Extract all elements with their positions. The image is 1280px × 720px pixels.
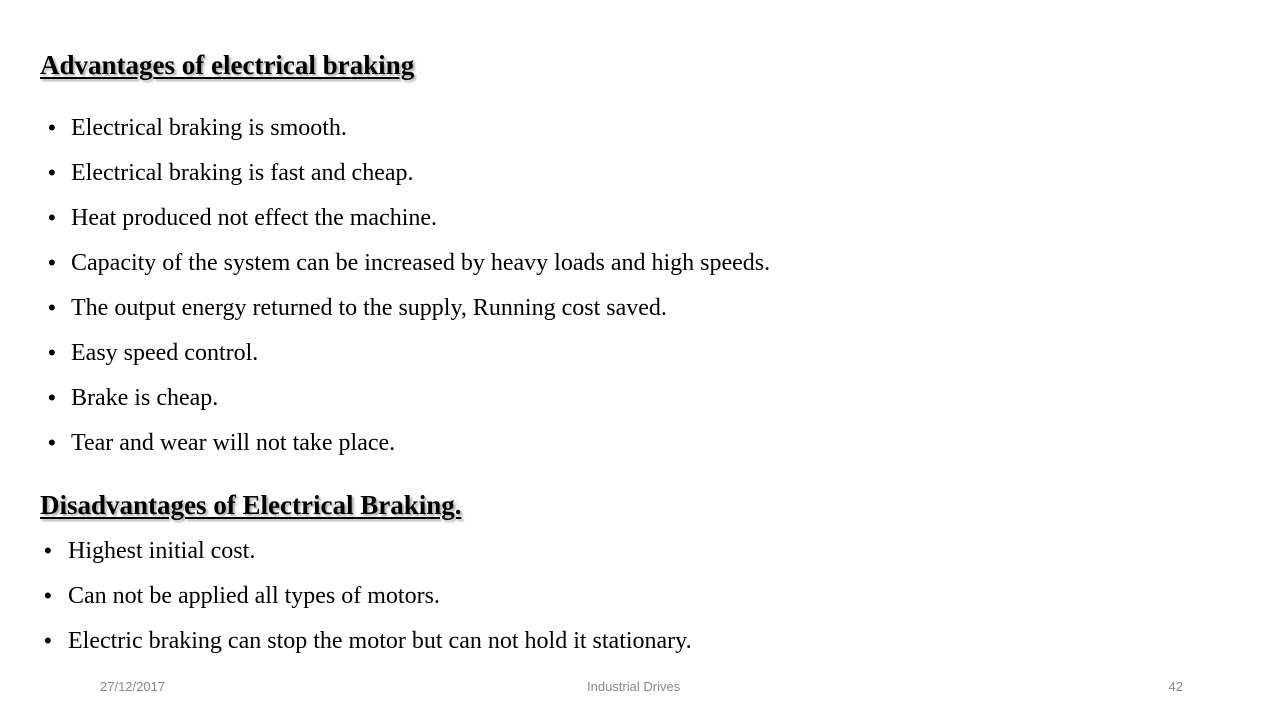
list-item-text: Can not be applied all types of motors. (68, 583, 440, 609)
bullet-icon: • (48, 385, 56, 410)
list-item-text: Electrical braking is smooth. (71, 115, 347, 141)
advantages-heading: Advantages of electrical braking (40, 50, 415, 80)
bullet-icon: • (48, 295, 56, 320)
disadvantages-heading: Disadvantages of Electrical Braking. (40, 490, 462, 520)
list-item-text: Electric braking can stop the motor but can not hold it stationary. (68, 628, 692, 654)
bullet-icon: • (48, 160, 56, 185)
bullet-icon: • (48, 430, 56, 455)
list-item-text: The output energy returned to the supply, Running cost saved. (71, 295, 667, 321)
footer-title: Industrial Drives (587, 679, 681, 694)
bullet-icon: • (44, 538, 52, 563)
footer-page-number: 42 (1168, 679, 1183, 694)
bullet-icon: • (48, 340, 56, 365)
footer-date: 27/12/2017 (100, 679, 166, 694)
bullet-icon: • (48, 205, 56, 230)
bullet-icon: • (48, 250, 56, 275)
bullet-icon: • (44, 583, 52, 608)
list-item-text: Heat produced not effect the machine. (71, 205, 438, 231)
list-item-text: Electrical braking is fast and cheap. (71, 160, 414, 186)
list-item-text: Highest initial cost. (68, 538, 256, 564)
bullet-icon: • (48, 115, 56, 140)
list-item-text: Tear and wear will not take place. (71, 430, 396, 456)
list-item-text: Capacity of the system can be increased by heavy loads and high speeds. (71, 250, 771, 276)
list-item-text: Brake is cheap. (71, 385, 219, 411)
list-item-text: Easy speed control. (71, 340, 259, 366)
bullet-icon: • (44, 628, 52, 653)
